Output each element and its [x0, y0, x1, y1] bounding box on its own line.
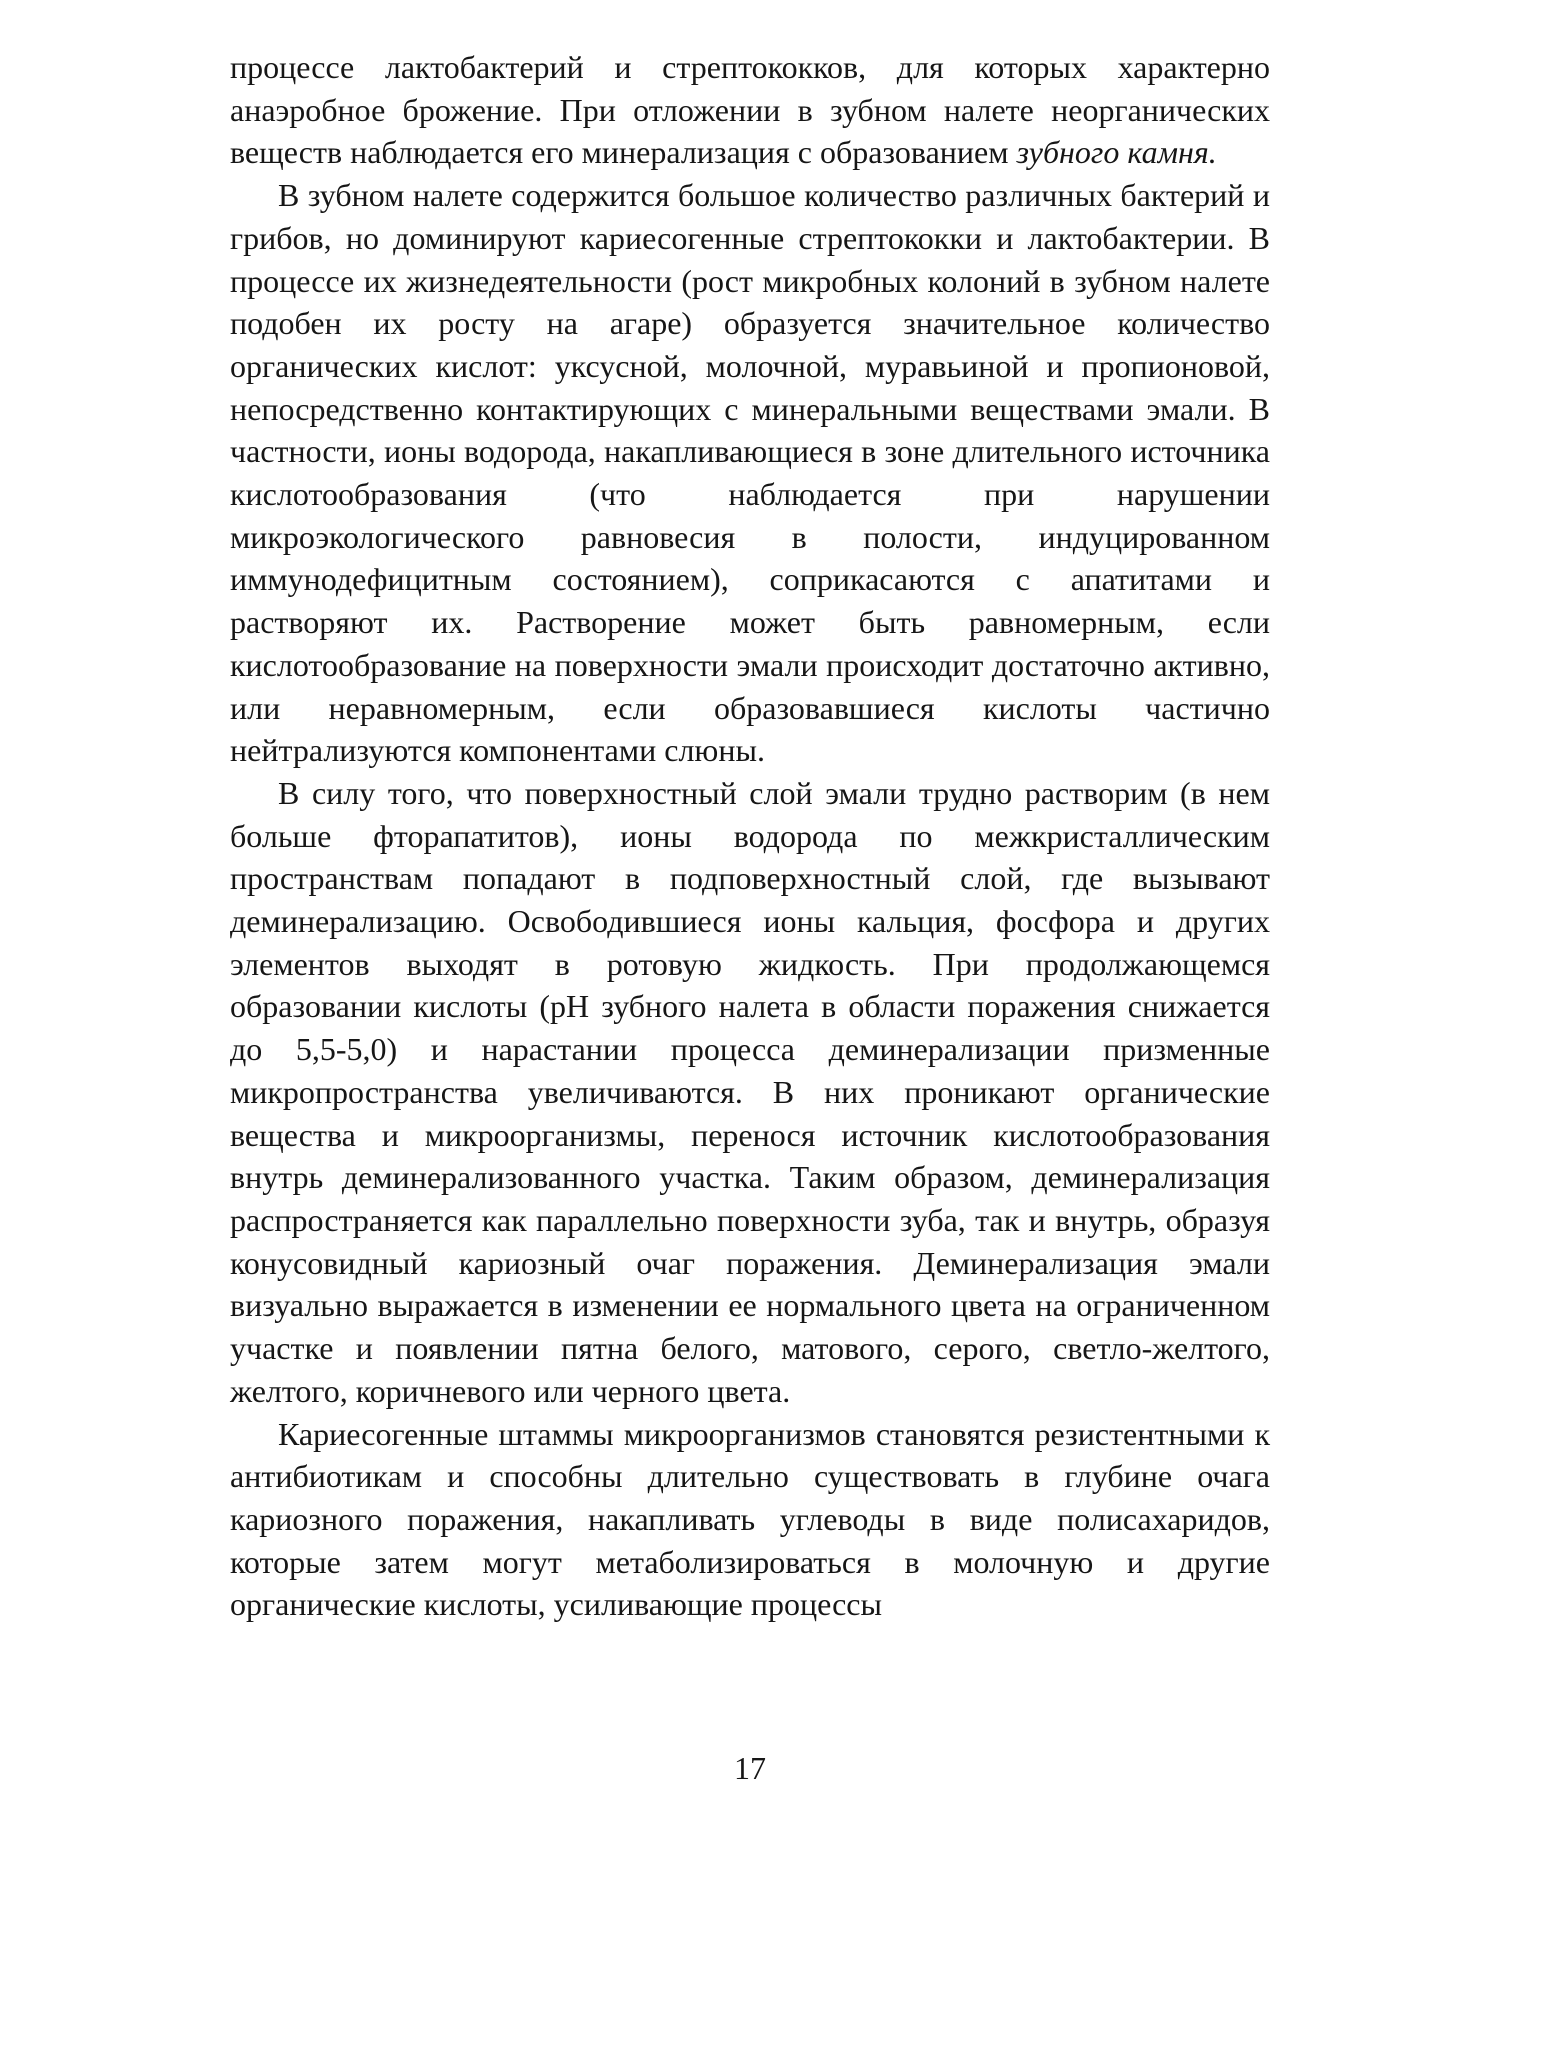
paragraph-1-text: процессе лактобактерий и стрептококков, для которых характерно анаэробное брожение. При отложении в зубном налете неорганических веществ наблюдается его минерализация с образованием — [230, 49, 1270, 171]
page-number: 17 — [734, 1750, 766, 1786]
paragraph-3-text: В силу того, что поверхностный слой эмали трудно растворим (в нем больше фторапатитов), ионы водорода по межкристаллическим пространствам попадают в подповерхностный слой, где вызывают деминерализацию. Освободившиеся ионы кальция, фосфора и других элементов выходят в ротовую жидкость. При продолжающемся образовании кислоты (pH зубного налета в области поражения снижается до 5,5-5,0) и нарастании процесса деминерализации призменные микропространства увеличиваются. В них проникают органические вещества и микроорганизмы, перенося источник кислотообразования внутрь деминерализованного участка. Таким образом, деминерализация распространяется как параллельно поверхности зуба, так и внутрь, образуя конусовидный кариозный очаг поражения. Деминерализация эмали визуально выражается в изменении ее нормального цвета на ограниченном участке и появлении пятна белого, матового, серого, светло-желтого, желтого, коричневого или черного цвета. — [230, 774, 1270, 1409]
paragraph-4 — [230, 1413, 1270, 1627]
document-page — [230, 46, 1270, 1626]
paragraph-3 — [230, 772, 1270, 1413]
paragraph-1-italic-term: зубного камня. — [1016, 134, 1217, 171]
paragraph-2 — [230, 174, 1270, 772]
paragraph-2-text: В зубном налете содержится большое количество различных бактерий и грибов, но доминируют кариесогенные стрептококки и лактобактерии. В процессе их жизнедеятельности (рост микробных колоний в зубном налете подобен их росту на агаре) образуется значительное количество органических кислот: уксусной, молочной, муравьиной и пропионовой, непосредственно контактирующих с минеральными веществами эмали. В частности, ионы водорода, накапливающиеся в зоне длительного источника кислотообразования (что наблюдается при нарушении микроэкологического равновесия в полости, индуцированном иммунодефицитным состоянием), соприкасаются с апатитами и растворяют их. Растворение может быть равномерным, если кислотообразование на поверхности эмали происходит достаточно активно, или неравномерным, если образовавшиеся кислоты частично нейтрализуются компонентами слюны. — [230, 177, 1270, 769]
paragraph-1 — [230, 46, 1270, 174]
paragraph-4-text: Кариесогенные штаммы микроорганизмов становятся резистентными к антибиотикам и способны длительно существовать в глубине очага кариозного поражения, накапливать углеводы в виде полисахаридов, которые затем могут метаболизироваться в молочную и другие органические кислоты, усиливающие процессы — [230, 1415, 1270, 1623]
